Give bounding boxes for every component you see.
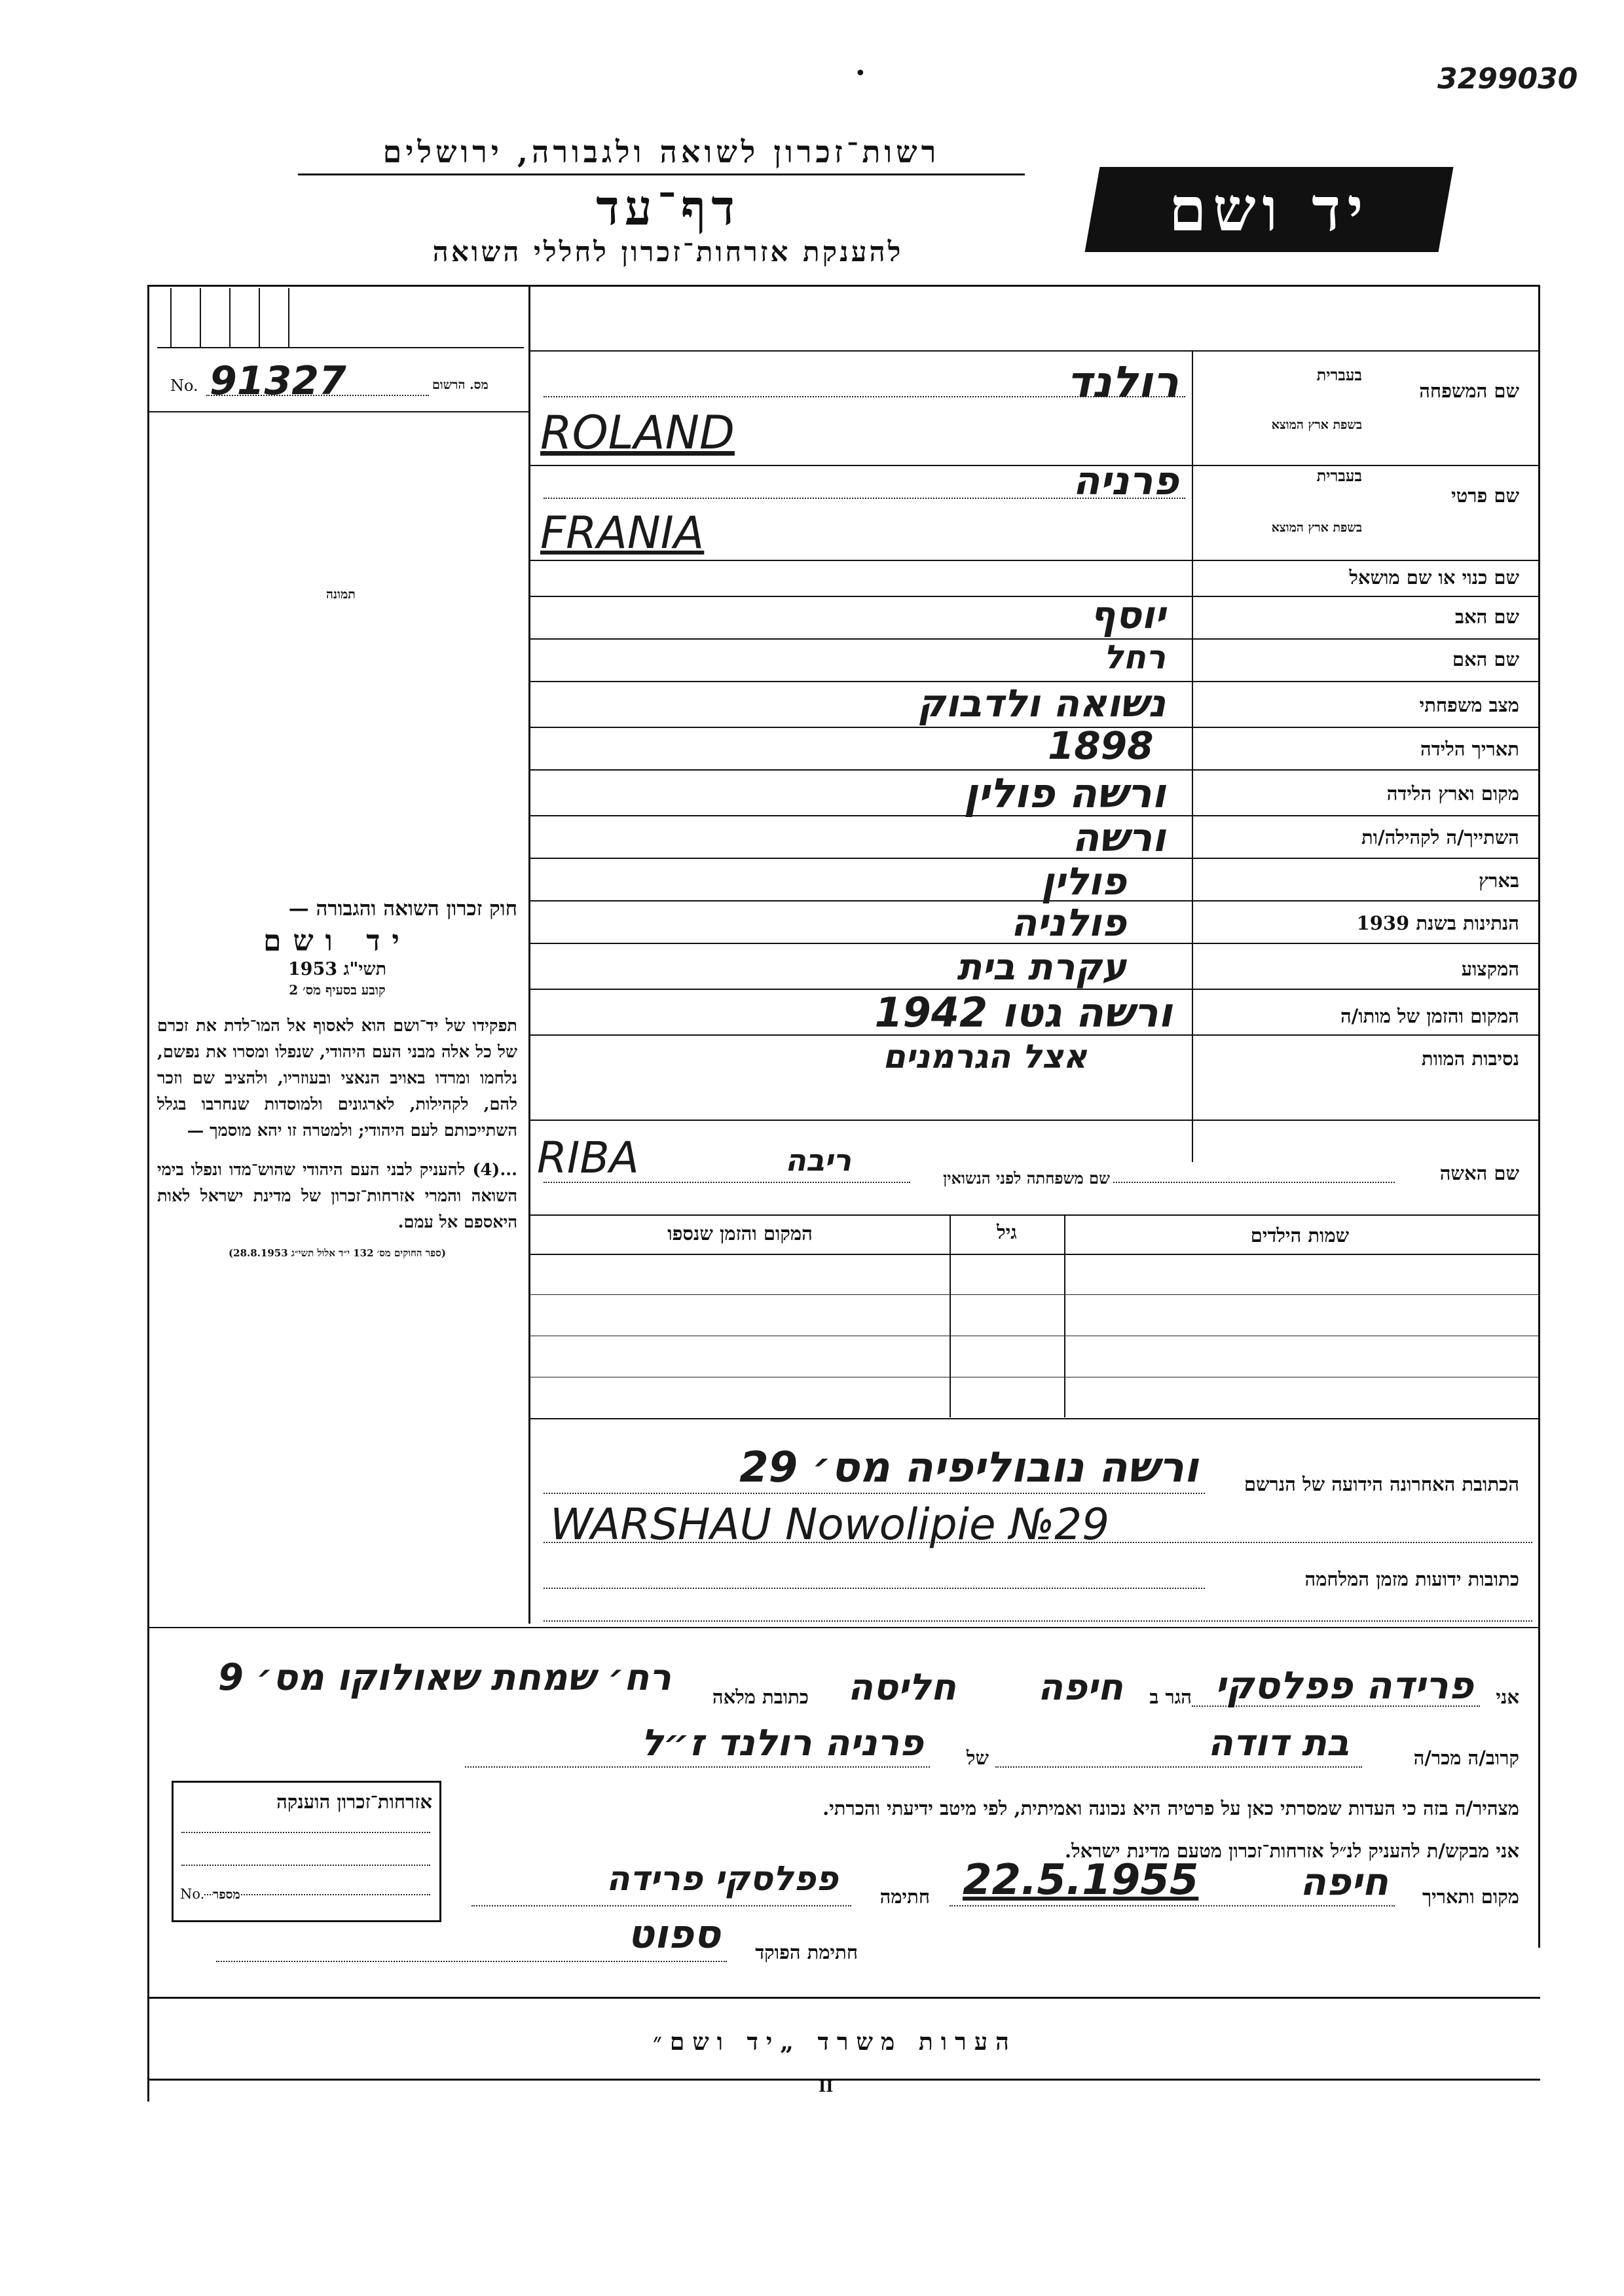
citizenship-number-label: מספר bbox=[213, 1887, 240, 1902]
citizenship-granted-title: אזרחות־זכרון הוענקה bbox=[276, 1791, 432, 1813]
citizenship-1939-value: פולניה bbox=[1010, 900, 1126, 945]
of-label: של bbox=[966, 1747, 989, 1769]
yad-vashem-logo bbox=[1085, 167, 1454, 252]
authority-underline bbox=[298, 173, 1025, 175]
law-year: תשי"ג 1953 bbox=[287, 959, 387, 979]
birth-date-value: 1898 bbox=[1048, 723, 1154, 768]
profession-value: עקרת בית bbox=[957, 946, 1126, 989]
marital-value: נשואה ולדבוק bbox=[917, 681, 1166, 725]
divider-column bbox=[528, 285, 530, 1624]
family-name-origin-label: בשפת ארץ המוצא bbox=[1271, 418, 1362, 432]
stray-mark: • bbox=[855, 62, 866, 85]
photo-label: תמונה bbox=[326, 587, 356, 602]
community-value: ורשה bbox=[1072, 815, 1166, 861]
law-block bbox=[157, 897, 517, 1260]
frame-top bbox=[147, 285, 1540, 287]
form-subtitle: להענקת אזרחות־זכרון לחללי השואה bbox=[432, 236, 904, 268]
wife-latin-value: RIBA bbox=[537, 1133, 639, 1183]
declarant-city: חיפה bbox=[1037, 1666, 1123, 1709]
birth-place-label: מקום וארץ הלידה bbox=[1386, 782, 1519, 805]
relation-label: קרוב/ה מכר/ה bbox=[1413, 1747, 1519, 1769]
tick-grid bbox=[157, 288, 524, 348]
children-header-names: שמות הילדים bbox=[1250, 1224, 1350, 1247]
marital-label: מצב משפחתי bbox=[1419, 694, 1519, 716]
registration-label: מס. הרשום bbox=[432, 378, 489, 392]
children-header-age: גיל bbox=[997, 1221, 1017, 1243]
registration-number: 91327 bbox=[210, 358, 346, 404]
children-rows bbox=[530, 1254, 1539, 1419]
law-title: חוק זכרון השואה והגבורה — bbox=[288, 897, 517, 920]
citizenship-no-label: No. bbox=[180, 1886, 205, 1902]
declaration-top-line bbox=[149, 1627, 1540, 1628]
place-value: חיפה bbox=[1300, 1859, 1388, 1904]
footer-top-line bbox=[149, 1997, 1540, 1999]
date-value: 22.5.1955 bbox=[963, 1856, 1199, 1904]
nickname-label: שם כנוי או שם מושאל bbox=[1349, 566, 1519, 589]
officer-signature-label: חתימת הפוקד bbox=[755, 1941, 858, 1963]
declaration-statement: מצהיר/ה בזה כי העדות שמסרתי כאן על פרטיה היא נכונה ואמיתית, לפי מיטב ידיעתי והכרתי. bbox=[822, 1797, 1519, 1819]
citizenship-1939-label: הנתינות בשנת 1939 bbox=[1356, 912, 1519, 934]
declarant-city-2: חליסה bbox=[847, 1666, 956, 1709]
row-line-wife bbox=[530, 1214, 1539, 1216]
first-name-latin-value: FRANIA bbox=[540, 507, 705, 559]
label-divider bbox=[1192, 350, 1193, 1162]
declarant-name: פרידה פפלסקי bbox=[1215, 1663, 1473, 1707]
birth-date-label: תאריך הלידה bbox=[1420, 738, 1519, 760]
death-place-time-value: ורשה גטו 1942 bbox=[874, 989, 1172, 1036]
law-paragraph-1: תפקידו של יד־ושם הוא לאסוף אל המו־לדת את זכרם של כל אלה מבני העם היהודי, שנפלו ומסרו את נפשם, נלחמו ומרדו באויב הנאצי ובעוזריו, ולהציב שם וזכר להם, לקהילות, לארגונים ולמוסדות שנחרבו בגלל השתייכותם לעם היהודי; ולמטרה זו יהא מוסמך — bbox=[157, 1016, 517, 1140]
first-name-hebrew-value: פרניה bbox=[1073, 458, 1179, 504]
wife-label: שם האשה bbox=[1439, 1162, 1519, 1184]
father-label: שם האב bbox=[1454, 606, 1519, 628]
law-clause: קובע בסעיף מס׳ 2 bbox=[289, 982, 386, 998]
country-value: פולין bbox=[1041, 859, 1126, 903]
law-paragraph-2: ...(4) להעניק לבני העם היהודי שהוש־מדו ונפלו בימי השואה והמרי אזרחות־זכרון של מדינת ישראל לאות היאספם אל עמם. bbox=[157, 1160, 517, 1232]
officer-signature-value: ספוט bbox=[627, 1912, 720, 1958]
footer-bottom-line bbox=[149, 2079, 1540, 2081]
wife-hebrew-value: ריבה bbox=[785, 1142, 851, 1178]
resides-label: הגר ב bbox=[1149, 1686, 1192, 1708]
wartime-address-label: כתובות ידועות מזמן המלחמה bbox=[1304, 1568, 1519, 1590]
authority-name: רשות־זכרון לשואה ולגבורה, ירושלים bbox=[382, 134, 940, 170]
row-line-top bbox=[530, 350, 1539, 352]
row-line-first bbox=[530, 560, 1539, 561]
mother-label: שם האם bbox=[1452, 648, 1519, 670]
archive-number: 3299030 bbox=[1437, 62, 1578, 96]
declaration-request: אני מבקש/ת להעניק לנ״ל אזרחות־זכרון מטעם מדינת ישראל. bbox=[1065, 1840, 1519, 1862]
table-row bbox=[530, 1254, 1539, 1295]
form-title: דף־עד bbox=[596, 180, 740, 236]
reg-underline bbox=[149, 411, 529, 412]
place-date-label: מקום ותאריך bbox=[1422, 1886, 1519, 1908]
office-remarks-label: הערות משרד „יד ושם״ bbox=[653, 2028, 1017, 2056]
wife-maiden-label: שם משפחתה לפני הנשואין bbox=[943, 1169, 1110, 1188]
signature-label: חתימה bbox=[879, 1886, 930, 1908]
law-name: יד ושם bbox=[263, 924, 411, 958]
last-address-hebrew-value: ורשה נובוליפיה מס׳ 29 bbox=[739, 1444, 1198, 1492]
registration-row bbox=[170, 358, 524, 404]
family-name-hebrew-value: רולנד bbox=[1066, 357, 1179, 407]
birth-place-value: ורשה פולין bbox=[963, 769, 1166, 817]
logo-text: יד ושם bbox=[1168, 174, 1370, 245]
row-line-marital bbox=[530, 727, 1539, 728]
mother-value: רחל bbox=[1103, 638, 1166, 676]
last-address-label: הכתובת האחרונה הידועה של הנרשם bbox=[1244, 1473, 1519, 1495]
family-name-label: שם המשפחה bbox=[1419, 380, 1519, 402]
father-value: יוסף bbox=[1090, 592, 1166, 637]
frame-left bbox=[147, 285, 149, 2102]
profession-label: המקצוע bbox=[1461, 958, 1519, 980]
relation-value: בת דודה bbox=[1208, 1722, 1349, 1764]
first-name-label: שם פרטי bbox=[1451, 484, 1519, 507]
table-row bbox=[530, 1377, 1539, 1419]
table-row bbox=[530, 1336, 1539, 1377]
law-citation: (ספר החוקים מס׳ 132 י״ד אלול תשי״ג 28.8.1953) bbox=[229, 1247, 446, 1259]
community-label: השתייך/ה לקהילה/ות bbox=[1361, 826, 1519, 848]
death-circumstances-value: אצל הגרמנים bbox=[883, 1038, 1087, 1076]
table-row bbox=[530, 1295, 1539, 1336]
death-place-time-label: המקום והזמן של מותו/ה bbox=[1340, 1005, 1519, 1027]
signature-value: פפלסקי פרידה bbox=[606, 1859, 838, 1899]
registration-no-label: No. bbox=[170, 376, 198, 395]
family-name-hebrew-label: בעברית bbox=[1316, 365, 1362, 384]
frame-right bbox=[1538, 285, 1540, 1948]
country-label: בארץ bbox=[1479, 869, 1519, 892]
of-value: פרניה רולנד ז״ל bbox=[640, 1722, 923, 1764]
children-header-place: המקום והזמן שנספו bbox=[667, 1222, 813, 1245]
first-name-origin-label: בשפת ארץ המוצא bbox=[1271, 520, 1362, 535]
declarant-i-label: אני bbox=[1496, 1686, 1519, 1708]
row-line-circumstances bbox=[530, 1120, 1539, 1121]
citizenship-granted-box bbox=[172, 1781, 441, 1922]
death-circumstances-label: נסיבות המוות bbox=[1421, 1048, 1519, 1070]
full-address-label: כתובת מלאה bbox=[712, 1686, 809, 1708]
first-name-hebrew-label: בעברית bbox=[1316, 466, 1362, 485]
last-address-latin-value: WARSHAU Nowolipie №29 bbox=[550, 1499, 1110, 1550]
declarant-street: רח׳ שמחת שאולוקו מס׳ 9 bbox=[217, 1656, 671, 1699]
footer-mark: II bbox=[819, 2077, 834, 2096]
family-name-latin-value: ROLAND bbox=[540, 406, 735, 460]
